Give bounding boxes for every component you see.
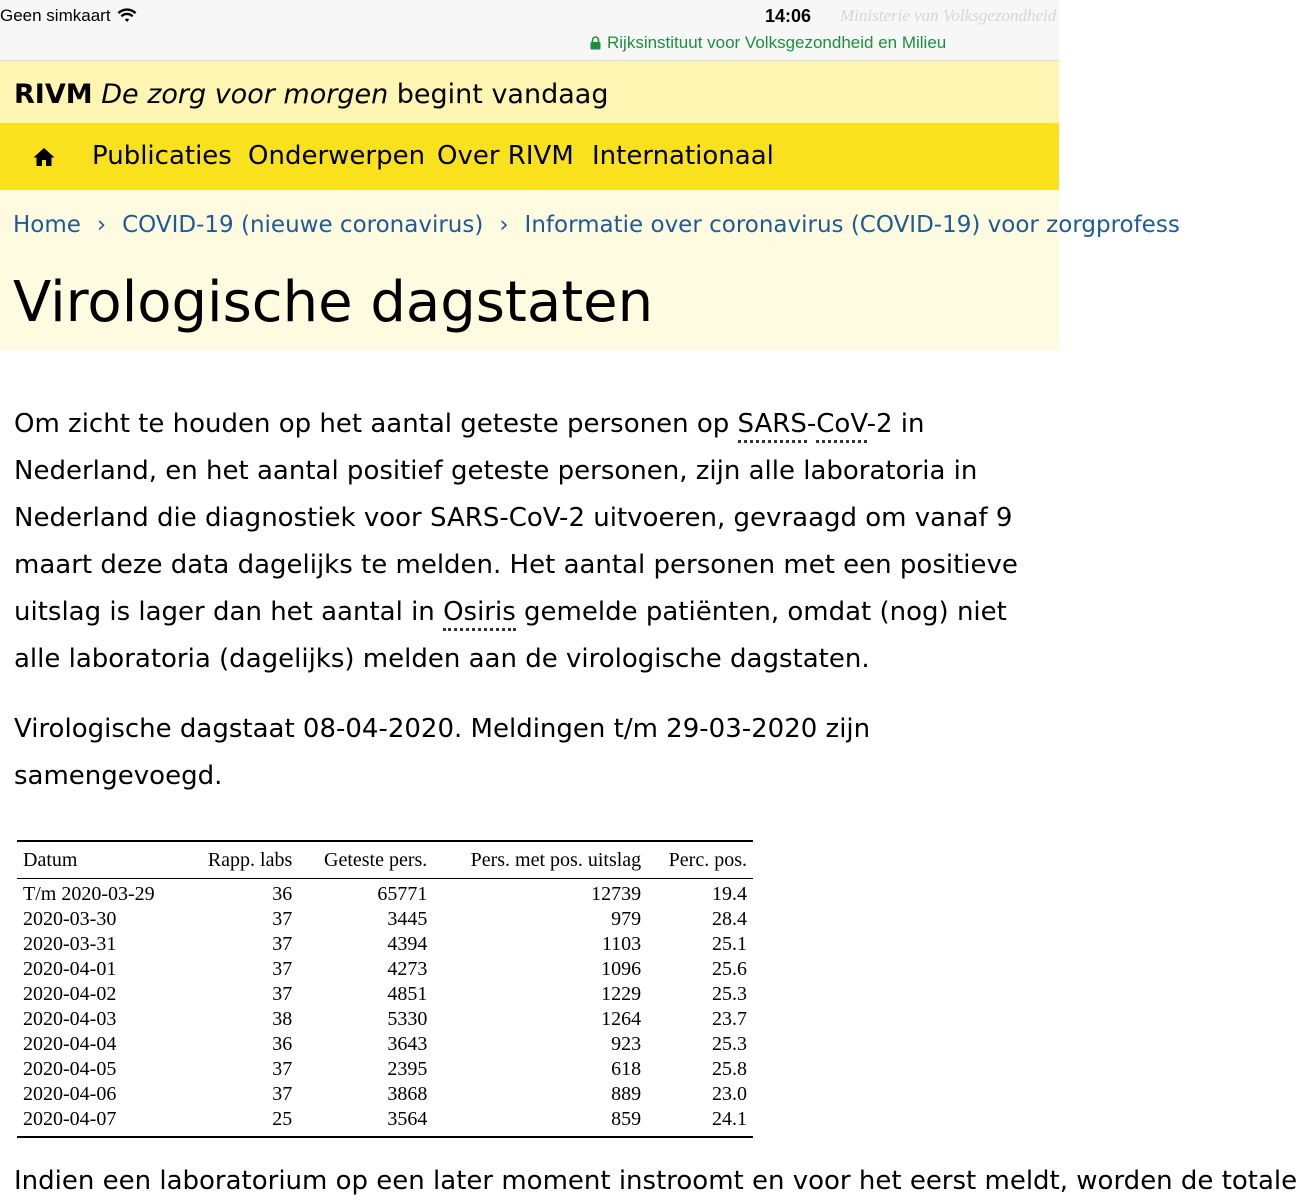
cell: 37 xyxy=(272,933,293,955)
table-row xyxy=(17,879,753,908)
cell: 2020-04-07 xyxy=(17,1107,185,1137)
cell: 2020-03-31 xyxy=(23,933,117,955)
cell: 618 xyxy=(611,1058,642,1080)
cell: 2020-04-01 xyxy=(23,958,117,980)
cell: 25 xyxy=(185,1107,298,1137)
page-title: Virologische dagstaten xyxy=(13,270,654,335)
cell: 859 xyxy=(433,1107,647,1137)
cell: 37 xyxy=(272,908,293,930)
cell: 2020-04-05 xyxy=(23,1058,117,1080)
table-row xyxy=(17,1057,753,1082)
cell: 37 xyxy=(272,958,293,980)
cell: 12739 xyxy=(591,883,642,905)
table-row xyxy=(17,1107,753,1137)
breadcrumb-separator: › xyxy=(499,212,509,238)
cell: 923 xyxy=(611,1033,642,1055)
cell: 65771 xyxy=(377,883,428,905)
table-row xyxy=(17,957,753,982)
carrier-status xyxy=(0,6,137,26)
nav-item-internationaal[interactable]: Internationaal xyxy=(592,141,774,171)
tagline-rest: begint vandaag xyxy=(396,79,609,110)
ghost-page-header: Ministerie van Volksgezondheid xyxy=(840,6,1057,25)
breadcrumb-home[interactable]: Home xyxy=(13,212,81,238)
cell: 3868 xyxy=(387,1083,428,1105)
cell: 2395 xyxy=(387,1058,428,1080)
home-icon[interactable] xyxy=(32,145,56,169)
table-row xyxy=(17,932,753,957)
cell: 3643 xyxy=(387,1033,428,1055)
table-row xyxy=(17,1082,753,1107)
col-header-perc-pos: Perc. pos. xyxy=(647,841,753,879)
nav-item-onderwerpen[interactable]: Onderwerpen xyxy=(248,141,426,171)
cell: 2020-03-30 xyxy=(23,908,117,930)
table-row xyxy=(17,982,753,1007)
cell: 4273 xyxy=(387,958,428,980)
url-bar[interactable] xyxy=(590,33,946,53)
breadcrumb-covid19[interactable]: COVID-19 (nieuwe coronavirus) xyxy=(122,212,484,238)
cell: 37 xyxy=(272,1058,293,1080)
status-time: 14:06 xyxy=(765,6,812,26)
col-header-geteste-pers: Geteste pers. xyxy=(298,841,433,879)
table-row xyxy=(17,907,753,932)
nav-item-over-rivm[interactable]: Over RIVM xyxy=(437,141,574,171)
dagstaat-paragraph: Virologische dagstaat 08-04-2020. Meldingen t/m 29-03-2020 zijn samengevoegd. xyxy=(14,714,871,791)
wifi-icon xyxy=(117,8,137,24)
cell: 4851 xyxy=(387,983,428,1005)
cell: 25.1 xyxy=(712,933,747,955)
cell: T/m 2020-03-29 xyxy=(23,883,155,905)
cell: 1096 xyxy=(601,958,642,980)
tagline-italic: De zorg voor morgen xyxy=(101,79,389,110)
table-row xyxy=(17,1007,753,1032)
cell: 25.3 xyxy=(712,1033,747,1055)
cell: 1264 xyxy=(601,1008,642,1030)
cell: 2020-04-03 xyxy=(23,1008,117,1030)
intro-text-2: -2 in Nederland, en het aantal positief geteste personen, zijn alle laboratoria in Nederland die diagnostiek voor SARS-CoV-2 uitvoeren, gevraagd om vanaf 9 maart deze data dagelijks te melden. Het aantal personen met een positieve uitslag is lager dan het aantal in xyxy=(14,409,1018,627)
dagstaat-table xyxy=(17,840,753,1138)
cell: 25.3 xyxy=(712,983,747,1005)
brand-logo-text: RIVM xyxy=(14,79,93,110)
carrier-label: Geen simkaart xyxy=(0,6,111,25)
cell: 3445 xyxy=(387,908,428,930)
cell: 889 xyxy=(611,1083,642,1105)
cell: 2020-04-06 xyxy=(23,1083,117,1105)
cell: 36 xyxy=(272,1033,293,1055)
intro-text-1: Om zicht te houden op het aantal geteste personen op xyxy=(14,409,738,439)
col-header-datum: Datum xyxy=(17,841,185,879)
cell: 37 xyxy=(272,1083,293,1105)
site-header xyxy=(0,61,1059,123)
cell: 25.8 xyxy=(712,1058,747,1080)
intro-paragraph xyxy=(14,401,1044,683)
table-header-row xyxy=(17,841,753,879)
cell: 2020-04-04 xyxy=(23,1033,117,1055)
col-header-rapp-labs: Rapp. labs xyxy=(185,841,298,879)
nav-item-publicaties[interactable]: Publicaties xyxy=(92,141,232,171)
lock-icon xyxy=(590,36,601,50)
cell: 25.6 xyxy=(712,958,747,980)
cell: 23.7 xyxy=(712,1008,747,1030)
footer-paragraph: Indien een laboratorium op een later moment instroomt en voor het eerst meldt, worden de totale xyxy=(14,1166,1297,1196)
browser-status-bar xyxy=(0,0,1059,61)
cell: 4394 xyxy=(387,933,428,955)
title-band xyxy=(0,190,1180,351)
table-row xyxy=(17,1032,753,1057)
url-site-name: Rijksinstituut voor Volksgezondheid en Milieu xyxy=(607,33,947,52)
cell: 1103 xyxy=(601,933,642,955)
cell: 2020-04-02 xyxy=(23,983,117,1005)
main-navigation xyxy=(0,123,1059,190)
cell: 5330 xyxy=(387,1008,428,1030)
cell: 979 xyxy=(611,908,642,930)
cell: 19.4 xyxy=(712,883,747,905)
cell: 24.1 xyxy=(647,1107,753,1137)
cell: 37 xyxy=(272,983,293,1005)
breadcrumb xyxy=(13,212,1180,238)
col-header-pos-uitslag: Pers. met pos. uitslag xyxy=(433,841,647,879)
cell: 28.4 xyxy=(712,908,747,930)
abbr-cov[interactable]: CoV xyxy=(816,409,866,443)
cell: 36 xyxy=(272,883,293,905)
cell: 3564 xyxy=(298,1107,433,1137)
abbr-osiris[interactable]: Osiris xyxy=(443,597,516,631)
cell: 23.0 xyxy=(712,1083,747,1105)
abbr-dash: - xyxy=(806,409,817,439)
site-slogan[interactable] xyxy=(14,79,608,110)
cell: 1229 xyxy=(601,983,642,1005)
abbr-sars[interactable]: SARS xyxy=(738,409,807,443)
intro-text-3: gemelde patiënten, omdat (nog) niet alle laboratoria (dagelijks) melden aan de virologische dagstaten. xyxy=(14,597,1007,674)
cell: 38 xyxy=(272,1008,293,1030)
breadcrumb-separator: › xyxy=(96,212,107,238)
breadcrumb-zorgprofessionals[interactable]: Informatie over coronavirus (COVID-19) voor zorgprofess xyxy=(524,212,1180,238)
